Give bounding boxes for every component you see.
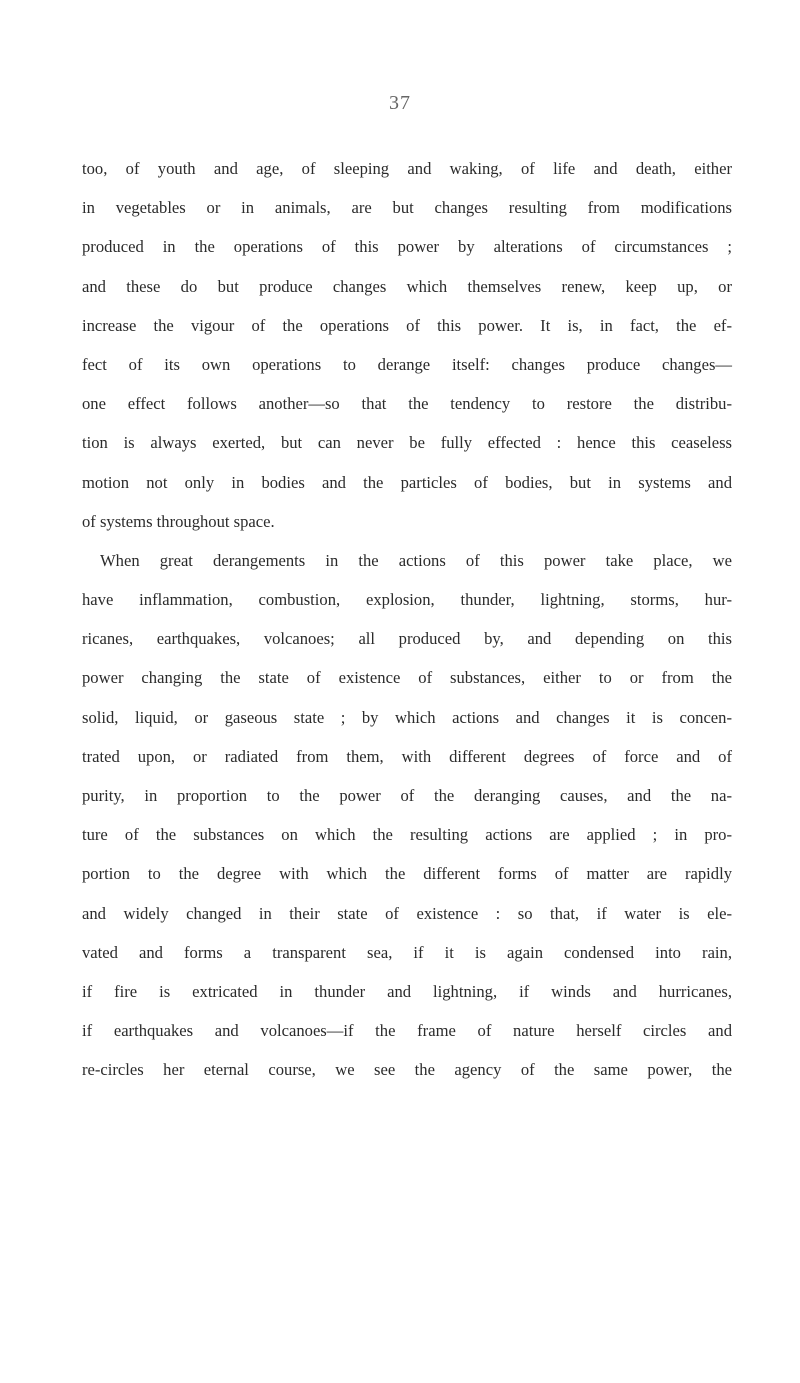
text-line: if fire is extricated in thunder and lightning, if winds and hurricanes, bbox=[82, 981, 732, 1001]
text-line: and widely changed in their state of existence : so that, if water is ele- bbox=[82, 903, 732, 923]
text-line: one effect follows another—so that the tendency to restore the distribu- bbox=[82, 394, 732, 414]
text-line: tion is always exerted, but can never be fully effected : hence this ceaseless bbox=[82, 433, 732, 453]
text-line: ricanes, earthquakes, volcanoes; all produced by, and depending on this bbox=[82, 629, 732, 649]
page-number: 37 bbox=[389, 92, 411, 114]
body-text bbox=[82, 149, 732, 1090]
text-line: in vegetables or in animals, are but changes resulting from modifications bbox=[82, 198, 732, 218]
text-line: solid, liquid, or gaseous state ; by which actions and changes it is concen- bbox=[82, 707, 732, 727]
paragraph-start-line: When great derangements in the actions of this power take place, we bbox=[100, 550, 732, 570]
text-line: produced in the operations of this power by alterations of circumstances ; bbox=[82, 237, 732, 257]
text-line: power changing the state of existence of substances, either to or from the bbox=[82, 668, 732, 688]
text-line: too, of youth and age, of sleeping and waking, of life and death, either bbox=[82, 159, 732, 178]
text-line: have inflammation, combustion, explosion, thunder, lightning, storms, hur- bbox=[82, 590, 732, 610]
text-line: vated and forms a transparent sea, if it is again condensed into rain, bbox=[82, 942, 732, 962]
paragraph-end-line: of systems throughout space. bbox=[82, 511, 275, 531]
text-line: motion not only in bodies and the particles of bodies, but in systems and bbox=[82, 472, 732, 492]
text-line: re-circles her eternal course, we see the agency of the same power, the bbox=[82, 1060, 732, 1080]
text-line: portion to the degree with which the different forms of matter are rapidly bbox=[82, 864, 732, 884]
text-line: ture of the substances on which the resulting actions are applied ; in pro- bbox=[82, 825, 732, 845]
text-line: trated upon, or radiated from them, with different degrees of force and of bbox=[82, 746, 732, 766]
text-line: fect of its own operations to derange itself: changes produce changes— bbox=[82, 354, 732, 374]
text-line: and these do but produce changes which themselves renew, keep up, or bbox=[82, 276, 732, 296]
text-line: if earthquakes and volcanoes—if the frame of nature herself circles and bbox=[82, 1021, 732, 1041]
text-line: increase the vigour of the operations of this power. It is, in fact, the ef- bbox=[82, 315, 732, 335]
text-line: purity, in proportion to the power of the deranging causes, and the na- bbox=[82, 786, 732, 805]
